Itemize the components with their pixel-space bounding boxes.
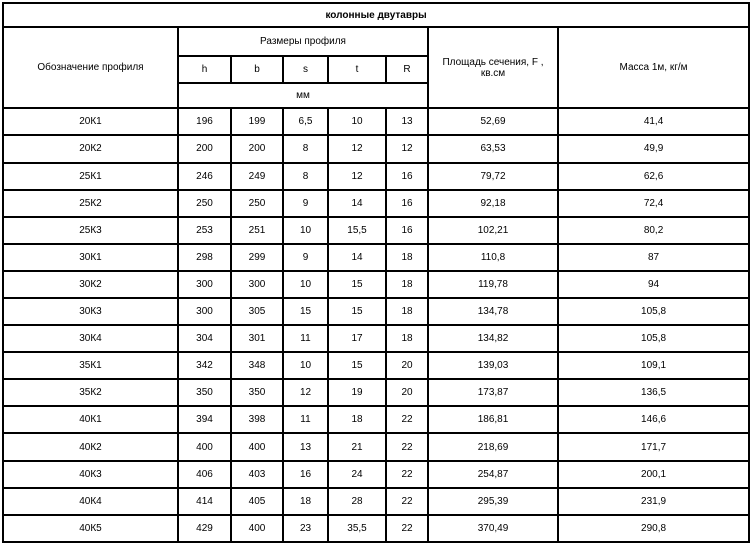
- cell-t: 19: [328, 379, 386, 406]
- cell-s: 8: [283, 135, 328, 162]
- cell-mass: 136,5: [558, 379, 749, 406]
- cell-area: 254,87: [428, 461, 558, 488]
- header-area: Площадь сечения, F , кв.см: [428, 27, 558, 108]
- cell-s: 9: [283, 190, 328, 217]
- cell-h: 196: [178, 108, 231, 135]
- cell-b: 299: [231, 244, 283, 271]
- cell-b: 400: [231, 515, 283, 542]
- cell-t: 15,5: [328, 217, 386, 244]
- header-dim-h: h: [178, 56, 231, 83]
- header-dim-t: t: [328, 56, 386, 83]
- cell-designation: 30К3: [3, 298, 178, 325]
- cell-area: 370,49: [428, 515, 558, 542]
- cell-h: 298: [178, 244, 231, 271]
- cell-t: 15: [328, 298, 386, 325]
- cell-mass: 72,4: [558, 190, 749, 217]
- cell-h: 350: [178, 379, 231, 406]
- cell-t: 18: [328, 406, 386, 433]
- cell-area: 63,53: [428, 135, 558, 162]
- cell-h: 246: [178, 163, 231, 190]
- cell-R: 22: [386, 461, 428, 488]
- cell-area: 134,78: [428, 298, 558, 325]
- cell-h: 300: [178, 271, 231, 298]
- cell-R: 22: [386, 488, 428, 515]
- cell-R: 20: [386, 379, 428, 406]
- cell-area: 295,39: [428, 488, 558, 515]
- cell-R: 22: [386, 433, 428, 460]
- cell-designation: 25К2: [3, 190, 178, 217]
- cell-R: 12: [386, 135, 428, 162]
- cell-h: 342: [178, 352, 231, 379]
- cell-mass: 146,6: [558, 406, 749, 433]
- cell-R: 16: [386, 190, 428, 217]
- cell-mass: 94: [558, 271, 749, 298]
- cell-t: 28: [328, 488, 386, 515]
- cell-h: 406: [178, 461, 231, 488]
- cell-R: 20: [386, 352, 428, 379]
- cell-s: 23: [283, 515, 328, 542]
- cell-R: 18: [386, 298, 428, 325]
- cell-mass: 171,7: [558, 433, 749, 460]
- cell-R: 18: [386, 244, 428, 271]
- cell-h: 400: [178, 433, 231, 460]
- cell-mass: 105,8: [558, 298, 749, 325]
- cell-designation: 30К4: [3, 325, 178, 352]
- cell-area: 218,69: [428, 433, 558, 460]
- cell-designation: 40К5: [3, 515, 178, 542]
- cell-area: 173,87: [428, 379, 558, 406]
- cell-s: 10: [283, 352, 328, 379]
- cell-b: 199: [231, 108, 283, 135]
- cell-designation: 40К1: [3, 406, 178, 433]
- cell-R: 13: [386, 108, 428, 135]
- cell-h: 250: [178, 190, 231, 217]
- cell-s: 18: [283, 488, 328, 515]
- cell-designation: 35К1: [3, 352, 178, 379]
- cell-mass: 41,4: [558, 108, 749, 135]
- cell-t: 12: [328, 163, 386, 190]
- cell-R: 18: [386, 271, 428, 298]
- cell-R: 16: [386, 163, 428, 190]
- cell-t: 24: [328, 461, 386, 488]
- table-row: [3, 433, 749, 460]
- cell-designation: 40К3: [3, 461, 178, 488]
- table-row: [3, 108, 749, 135]
- cell-b: 249: [231, 163, 283, 190]
- header-dim-s: s: [283, 56, 328, 83]
- cell-h: 414: [178, 488, 231, 515]
- cell-h: 429: [178, 515, 231, 542]
- header-designation: Обозначение профиля: [3, 27, 178, 108]
- cell-designation: 30К2: [3, 271, 178, 298]
- cell-mass: 109,1: [558, 352, 749, 379]
- cell-designation: 20К2: [3, 135, 178, 162]
- cell-t: 15: [328, 271, 386, 298]
- cell-b: 400: [231, 433, 283, 460]
- cell-area: 52,69: [428, 108, 558, 135]
- cell-mass: 80,2: [558, 217, 749, 244]
- cell-h: 300: [178, 298, 231, 325]
- cell-designation: 25К3: [3, 217, 178, 244]
- table-row: [3, 515, 749, 542]
- header-dim-R: R: [386, 56, 428, 83]
- cell-b: 251: [231, 217, 283, 244]
- cell-designation: 25К1: [3, 163, 178, 190]
- cell-R: 22: [386, 515, 428, 542]
- header-mass: Масса 1м, кг/м: [558, 27, 749, 108]
- header-dim-b: b: [231, 56, 283, 83]
- cell-designation: 40К4: [3, 488, 178, 515]
- cell-area: 186,81: [428, 406, 558, 433]
- cell-b: 348: [231, 352, 283, 379]
- cell-s: 10: [283, 271, 328, 298]
- cell-t: 10: [328, 108, 386, 135]
- cell-b: 301: [231, 325, 283, 352]
- cell-area: 139,03: [428, 352, 558, 379]
- cell-R: 18: [386, 325, 428, 352]
- table-title: колонные двутавры: [3, 3, 749, 27]
- cell-mass: 290,8: [558, 515, 749, 542]
- cell-b: 305: [231, 298, 283, 325]
- ibeam-spec-table: [2, 2, 750, 543]
- cell-s: 12: [283, 379, 328, 406]
- cell-b: 300: [231, 271, 283, 298]
- cell-mass: 105,8: [558, 325, 749, 352]
- cell-h: 304: [178, 325, 231, 352]
- header-unit-mm: мм: [178, 83, 428, 108]
- cell-s: 11: [283, 406, 328, 433]
- cell-designation: 40К2: [3, 433, 178, 460]
- table-row: [3, 488, 749, 515]
- table-row: [3, 298, 749, 325]
- cell-designation: 20К1: [3, 108, 178, 135]
- cell-t: 12: [328, 135, 386, 162]
- table-row: [3, 352, 749, 379]
- table-row: [3, 325, 749, 352]
- cell-s: 9: [283, 244, 328, 271]
- cell-R: 22: [386, 406, 428, 433]
- table-row: [3, 190, 749, 217]
- cell-b: 405: [231, 488, 283, 515]
- cell-h: 200: [178, 135, 231, 162]
- cell-area: 134,82: [428, 325, 558, 352]
- cell-s: 13: [283, 433, 328, 460]
- cell-designation: 30К1: [3, 244, 178, 271]
- header-row-group: [3, 27, 749, 56]
- cell-s: 6,5: [283, 108, 328, 135]
- cell-h: 253: [178, 217, 231, 244]
- cell-s: 10: [283, 217, 328, 244]
- cell-t: 14: [328, 244, 386, 271]
- cell-b: 200: [231, 135, 283, 162]
- cell-s: 15: [283, 298, 328, 325]
- table-row: [3, 244, 749, 271]
- table-row: [3, 461, 749, 488]
- cell-area: 102,21: [428, 217, 558, 244]
- cell-t: 14: [328, 190, 386, 217]
- cell-designation: 35К2: [3, 379, 178, 406]
- cell-t: 17: [328, 325, 386, 352]
- cell-area: 110,8: [428, 244, 558, 271]
- cell-mass: 87: [558, 244, 749, 271]
- title-row: [3, 3, 749, 27]
- cell-t: 21: [328, 433, 386, 460]
- cell-s: 11: [283, 325, 328, 352]
- cell-area: 79,72: [428, 163, 558, 190]
- table-row: [3, 163, 749, 190]
- cell-mass: 62,6: [558, 163, 749, 190]
- table-row: [3, 271, 749, 298]
- cell-t: 35,5: [328, 515, 386, 542]
- table-row: [3, 406, 749, 433]
- cell-area: 92,18: [428, 190, 558, 217]
- table-row: [3, 217, 749, 244]
- cell-b: 398: [231, 406, 283, 433]
- cell-b: 350: [231, 379, 283, 406]
- cell-mass: 200,1: [558, 461, 749, 488]
- cell-R: 16: [386, 217, 428, 244]
- cell-s: 8: [283, 163, 328, 190]
- cell-mass: 231,9: [558, 488, 749, 515]
- cell-b: 403: [231, 461, 283, 488]
- cell-s: 16: [283, 461, 328, 488]
- cell-h: 394: [178, 406, 231, 433]
- cell-mass: 49,9: [558, 135, 749, 162]
- header-dimensions-group: Размеры профиля: [178, 27, 428, 56]
- cell-b: 250: [231, 190, 283, 217]
- table-row: [3, 379, 749, 406]
- table-row: [3, 135, 749, 162]
- cell-area: 119,78: [428, 271, 558, 298]
- cell-t: 15: [328, 352, 386, 379]
